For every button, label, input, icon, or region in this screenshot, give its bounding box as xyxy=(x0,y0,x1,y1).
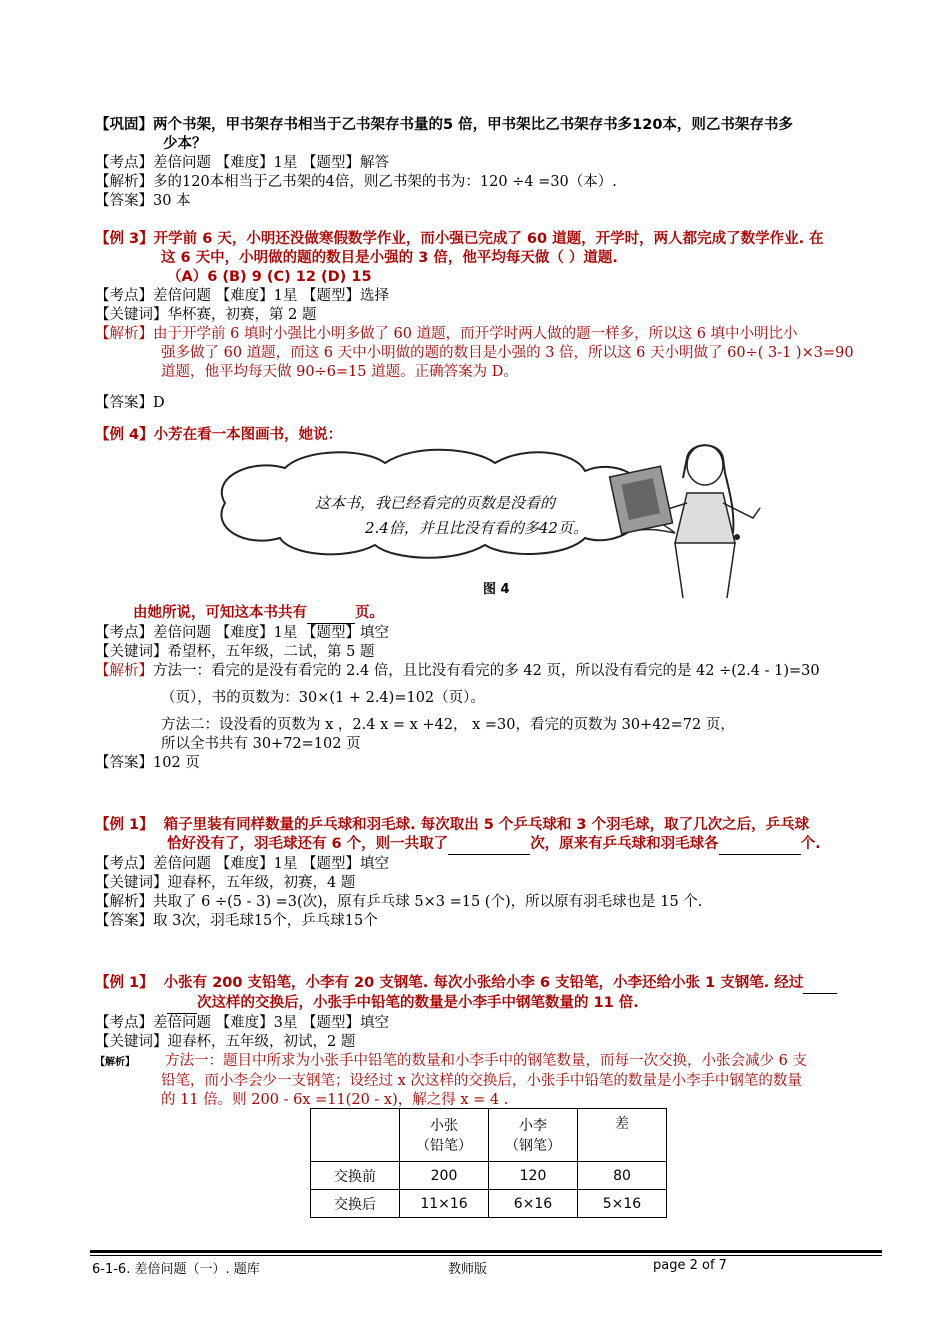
analysis-text-cont: 所以全书共有 30+72=102 页 xyxy=(161,736,361,752)
analysis-tag: 【解析】 xyxy=(95,663,153,679)
analysis-line: 【解析】共取了 6 ÷(5 - 3) =3(次)，原有乒乓球 5×3 =15 (个)，所以原有羽毛球也是 15 个. xyxy=(95,894,703,910)
analysis-text-cont: 的 11 倍。则 200 - 6x =11(20 - x)，解之得 x = 4 . xyxy=(161,1092,509,1108)
keywords-line: 【关键词】迎春杯，五年级，初赛，4 题 xyxy=(95,875,356,891)
question-tag: 【巩固】 xyxy=(95,117,153,133)
question-text-cont: 少本？ xyxy=(163,136,207,152)
footer-rule-thick xyxy=(90,1250,882,1253)
question-tag: 【例 4】 xyxy=(95,427,154,443)
answer-blank-count[interactable] xyxy=(719,835,801,855)
question-text-end: 页。 xyxy=(355,605,384,621)
section-example-1a xyxy=(95,816,885,931)
table-row xyxy=(311,1190,667,1218)
keywords-line: 【关键词】迎春杯，五年级，初试，2 题 xyxy=(95,1034,356,1050)
table-cell: 交换前 xyxy=(311,1162,400,1190)
analysis-line: 【解析】多的120本相当于乙书架的4倍，则乙书架的书为：120 ÷4 =30（本）. xyxy=(95,174,617,190)
info-line: 【考点】差倍问题 【难度】3星 【题型】填空 xyxy=(95,1015,389,1031)
analysis-text-cont: 道题，他平均每天做 90÷6=15 道题。正确答案为 D。 xyxy=(161,364,518,380)
question-text-cont: 这 6 天中，小明做的题的数目是小强的 3 倍，他平均每天做（ ）道题. xyxy=(161,250,618,266)
analysis-text: 方法一：看完的是没有看完的 2.4 倍，且比没有看完的多 42 页，所以没有看完的是 42 ÷(2.4 - 1)=30 xyxy=(153,663,820,679)
question-text: 箱子里装有同样数量的乒乓球和羽毛球. 每次取出 5 个乒乓球和 3 个羽毛球，取了几次之后，乒乓球 xyxy=(163,817,810,833)
info-line: 【考点】差倍问题 【难度】1星 【题型】解答 xyxy=(95,155,389,171)
table-header-cell xyxy=(311,1109,400,1162)
table-cell: 120 xyxy=(489,1162,578,1190)
section-example-1b xyxy=(95,974,885,1110)
bubble-text-1: 这本书，我已经看完的页数是没看的 xyxy=(315,494,556,512)
footer-rule-thin xyxy=(90,1255,882,1256)
info-line: 【考点】差倍问题 【难度】1星 【题型】填空 xyxy=(95,625,389,641)
section-consolidate xyxy=(95,116,885,211)
footer-left: 6-1-6. 差倍问题（一）. 题库 xyxy=(92,1262,260,1277)
question-tag: 【例 1】 xyxy=(95,975,154,991)
comic-illustration xyxy=(205,433,765,605)
analysis-text: 方法一：题目中所求为小张手中铅笔的数量和小李手中的钢笔数量，而每一次交换，小张会减少 6 支 xyxy=(165,1053,807,1069)
analysis-text-cont: 强多做了 60 道题，而这 6 天中小明做的题的数目是小强的 3 倍，所以这 6 天小明做了 60÷( 3-1 )×3=90 xyxy=(161,345,854,361)
table-header-cell: 小李 （钢笔） xyxy=(489,1109,578,1162)
analysis-text: 由于开学前 6 填时小强比小明多做了 60 道题，而开学时两人做的题一样多，所以这 6 填中小明比小 xyxy=(153,326,798,342)
question-text-cont: 次这样的交换后，小张手中铅笔的数量是小李手中钢笔数量的 11 倍. xyxy=(197,995,639,1011)
table-cell: 交换后 xyxy=(311,1190,400,1218)
answer-blank[interactable] xyxy=(307,604,355,624)
info-line: 【考点】差倍问题 【难度】1星 【题型】选择 xyxy=(95,288,389,304)
answer-blank-part2[interactable] xyxy=(167,994,197,1014)
options-line: （A）6 (B) 9 (C) 12 (D) 15 xyxy=(167,269,372,285)
question-text: 开学前 6 天，小明还没做寒假数学作业，而小强已完成了 60 道题，开学时，两人都完成了数学作业. 在 xyxy=(153,231,824,247)
keywords-line: 【关键词】希望杯，五年级，二试，第 5 题 xyxy=(95,644,375,660)
analysis-tag: 【解析】 xyxy=(95,1057,135,1068)
section-example-4-body xyxy=(95,604,885,773)
question-text-cont: 恰好没有了，羽毛球还有 6 个，则一共取了 xyxy=(167,836,449,852)
table-cell: 5×16 xyxy=(578,1190,667,1218)
girl-figure xyxy=(610,445,760,598)
answer-blank-times[interactable] xyxy=(448,835,530,855)
question-tag: 【例 1】 xyxy=(95,817,154,833)
analysis-text-cont: 方法二：设没看的页数为 x ，2.4 x = x +42， x =30，看完的页数为 30+42=72 页， xyxy=(161,717,735,733)
answer-blank-part1[interactable] xyxy=(803,974,837,994)
bubble-text-2: 2.4倍，并且比没有看的多42页。 xyxy=(365,519,588,537)
table-cell: 200 xyxy=(400,1162,489,1190)
question-text: 小芳在看一本图画书，她说： xyxy=(153,427,343,443)
table-row xyxy=(311,1162,667,1190)
table-header-cell: 差 xyxy=(578,1109,667,1162)
answer-line: 【答案】30 本 xyxy=(95,193,191,209)
info-line: 【考点】差倍问题 【难度】1星 【题型】填空 xyxy=(95,856,389,872)
analysis-text-cont: 铅笔，而小李会少一支钢笔；设经过 x 次这样的交换后，小张手中铅笔的数量是小李手中钢笔的数量 xyxy=(161,1073,802,1089)
table-cell: 80 xyxy=(578,1162,667,1190)
table-header-cell: 小张 （铅笔） xyxy=(400,1109,489,1162)
table-cell: 11×16 xyxy=(400,1190,489,1218)
speech-bubble-figure xyxy=(205,433,765,605)
figure-label: 图 4 xyxy=(483,582,510,597)
analysis-text-cont: （页），书的页数为：30×(1 + 2.4)=102（页）。 xyxy=(161,690,485,706)
question-text-end: 个. xyxy=(800,836,821,852)
table-header-row xyxy=(311,1109,667,1162)
footer-page-number: page 2 of 7 xyxy=(653,1258,727,1273)
table-cell: 6×16 xyxy=(489,1190,578,1218)
exchange-table xyxy=(310,1108,667,1218)
footer-center: 教师版 xyxy=(448,1262,488,1277)
analysis-tag: 【解析】 xyxy=(95,326,153,342)
answer-line: 【答案】取 3次，羽毛球15个，乒乓球15个 xyxy=(95,913,378,929)
section-example-3 xyxy=(95,230,885,413)
question-text: 小张有 200 支铅笔，小李有 20 支钢笔. 每次小张给小李 6 支铅笔，小李还给小张 1 支钢笔. 经过 xyxy=(163,975,804,991)
answer-line: 【答案】102 页 xyxy=(95,755,200,771)
keywords-line: 【关键词】华杯赛，初赛，第 2 题 xyxy=(95,307,317,323)
question-text: 两个书架，甲书架存书相当于乙书架存书量的5 倍，甲书架比乙书架存书多120本，则乙书架存书多 xyxy=(153,117,793,133)
question-text-mid: 次，原来有乒乓球和羽毛球各 xyxy=(530,836,719,852)
question-text: 由她所说，可知这本书共有 xyxy=(133,605,307,621)
question-tag: 【例 3】 xyxy=(95,231,154,247)
answer-line: 【答案】D xyxy=(95,395,165,411)
